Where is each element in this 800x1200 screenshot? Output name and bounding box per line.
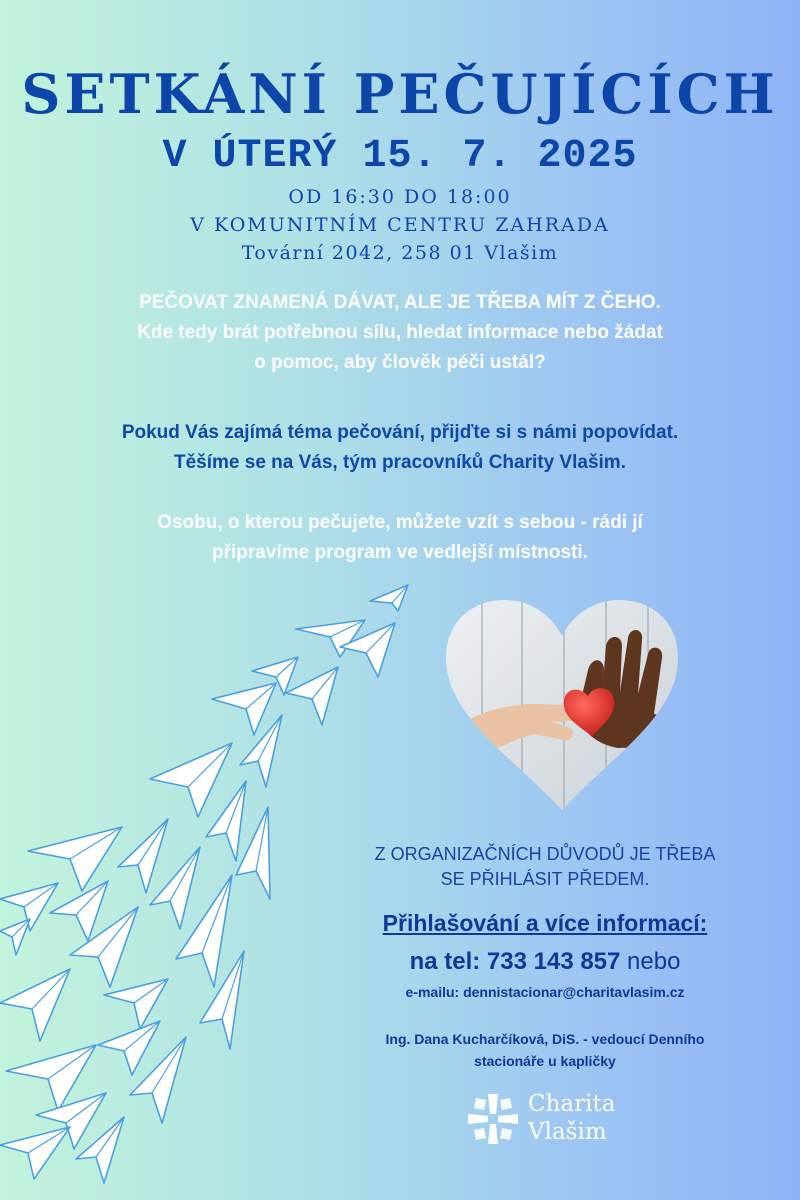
intro-line: PEČOVAT ZNAMENÁ DÁVAT, ALE JE TŘEBA MÍT Z ČEHO. (139, 292, 661, 313)
paper-plane-icon (98, 1021, 160, 1075)
event-place: V KOMUNITNÍM CENTRU ZAHRADA (190, 214, 610, 236)
paper-plane-icon (240, 715, 282, 787)
paper-plane-icon (0, 883, 58, 931)
logo-line2: Vlašim (528, 1119, 607, 1145)
event-time: OD 16:30 DO 18:00 (288, 186, 512, 208)
invitation-line: Těšíme se na Vás, tým pracovníků Charity Vlašim. (174, 452, 626, 473)
person-line: stacionáře u kapličky (474, 1053, 616, 1069)
invitation-paragraph (0, 418, 800, 478)
companion-line: připravíme program ve vedlejší místnosti. (212, 542, 588, 563)
companion-line: Osobu, o kterou pečujete, můžete vzít s sebou - rádi jí (157, 512, 643, 533)
paper-plane-icon (0, 1127, 70, 1179)
paper-plane-icon (212, 683, 276, 735)
email-contact: e-mailu: dennistacionar@charitavlasim.cz (405, 984, 685, 1000)
notice-line: Z ORGANIZAČNÍCH DŮVODŮ JE TŘEBA (374, 844, 716, 864)
event-address: Tovární 2042, 258 01 Vlašim (241, 242, 559, 264)
phone-suffix: nebo (620, 948, 681, 975)
phone-contact (345, 948, 745, 976)
phone-number: na tel: 733 143 857 (409, 948, 621, 975)
paper-plane-icon (150, 847, 200, 929)
notice-line: SE PŘIHLÁSIT PŘEDEM. (440, 869, 650, 889)
paper-plane-icon (286, 667, 338, 725)
companion-paragraph (0, 508, 800, 568)
paper-plane-icon (150, 743, 232, 817)
paper-plane-icon (0, 969, 70, 1041)
paper-plane-icon (118, 819, 168, 893)
paper-plane-icon (50, 881, 108, 941)
logo-text (528, 1090, 615, 1146)
intro-line: Kde tedy brát potřebnou sílu, hledat informace nebo žádat (137, 322, 663, 343)
paper-plane-icon (0, 919, 30, 955)
logo-line1: Charita (528, 1091, 616, 1117)
invitation-line: Pokud Vás zajímá téma pečování, přijďte si s námi popovídat. (121, 422, 679, 443)
charita-logo (466, 1090, 666, 1150)
charita-cross-icon (466, 1092, 520, 1146)
paper-plane-icon (370, 585, 408, 611)
registration-notice (345, 842, 745, 892)
contact-person (345, 1028, 745, 1072)
intro-paragraph (0, 288, 800, 378)
event-date: V ÚTERÝ 15. 7. 2025 (162, 134, 638, 179)
registration-heading: Přihlašování a více informací: (382, 910, 708, 936)
person-line: Ing. Dana Kucharčíková, DiS. - vedoucí Denního (385, 1031, 705, 1047)
heart-hands-photo (442, 596, 682, 816)
poster-title: SETKÁNÍ PEČUJÍCÍCH (21, 62, 779, 126)
paper-plane-icon (206, 781, 246, 861)
paper-plane-icon (296, 620, 365, 657)
intro-line: o pomoc, aby člověk péči ustál? (254, 352, 546, 373)
